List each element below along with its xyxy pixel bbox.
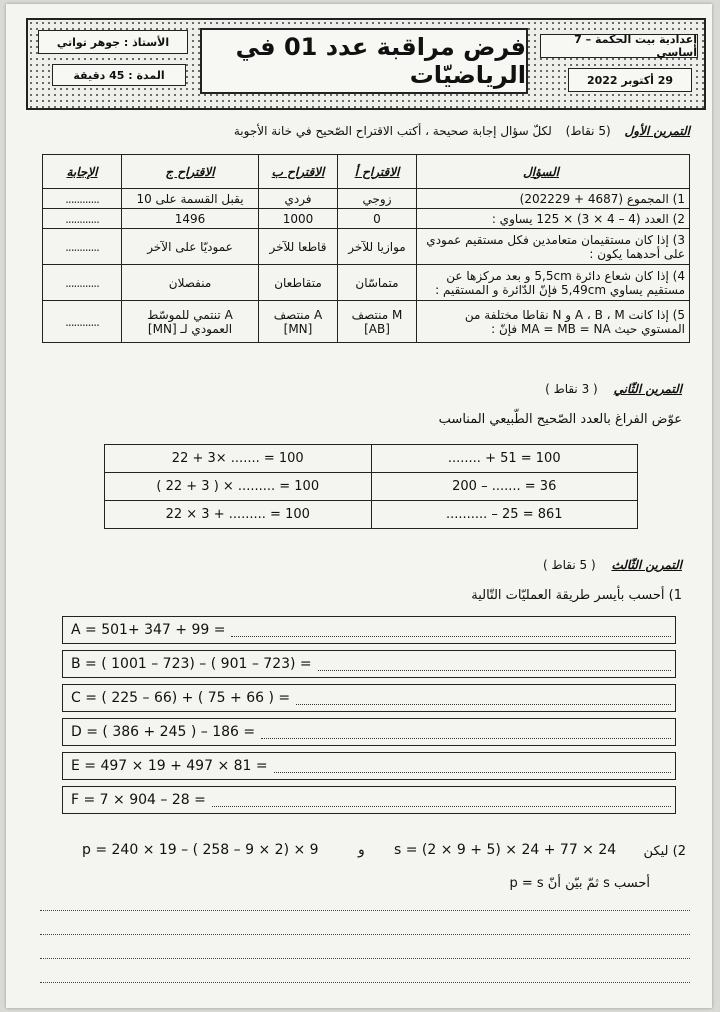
ex2-points: ( 3 نقاط ) <box>545 382 598 396</box>
question-body: إذا كان مستقيمان متعامدين فكل مستقيم عمودي على أحدهما يكون : <box>426 232 685 261</box>
exam-title: فرض مراقبة عدد 01 في الرياضيّات <box>200 28 528 94</box>
expression-row-c[interactable] <box>62 684 676 712</box>
ex3-part1-instruction: 1) أحسب بأيسر طريقة العمليّات التّالية <box>471 588 682 603</box>
part2-task: أحسب s ثمّ بيّن أنّ p = s <box>509 876 650 891</box>
choice-a: 0 <box>338 209 417 229</box>
answer-line[interactable] <box>40 982 690 983</box>
expression-row-a[interactable] <box>62 616 676 644</box>
answer-line[interactable] <box>40 910 690 911</box>
expression-a: A = 501+ 347 + 99 = <box>71 622 226 638</box>
answer-line[interactable] <box>261 726 671 739</box>
expression-f: F = 7 × 904 – 28 = <box>71 792 206 808</box>
answer-cell[interactable]: ............ <box>43 301 122 343</box>
answer-cell[interactable]: ............ <box>43 209 122 229</box>
expression-row-e[interactable] <box>62 752 676 780</box>
ex1-instruction: لكلّ سؤال إجابة صحيحة ، أكتب الاقتراح الصّحيح في خانة الأجوبة <box>233 124 552 138</box>
table-row <box>105 501 638 529</box>
table-row <box>105 445 638 473</box>
ex1-table <box>42 154 690 343</box>
answer-line[interactable] <box>274 760 671 773</box>
p-expression: p = 240 × 19 – ( 258 – 9 × 2) × 9 <box>82 842 319 858</box>
ex3-heading <box>382 558 682 572</box>
question-body: العدد (4 – 4 × 3) × 125 يساوي : <box>491 211 669 226</box>
choice-c: يقبل القسمة على 10 <box>122 189 259 209</box>
table-row <box>105 473 638 501</box>
ex2-table <box>104 444 638 529</box>
fill-blank-left[interactable]: 22 + 3× ....... = 100 <box>105 445 372 473</box>
question-number: 3) <box>672 232 685 247</box>
part2-label: 2) ليكن <box>643 844 686 859</box>
table-row <box>43 189 690 209</box>
question-number: 5) <box>672 307 685 322</box>
expression-c: C = ( 225 – 66) + ( 75 + 66 ) = <box>71 690 291 706</box>
ex2-title: التمرين الثّاني <box>613 382 682 396</box>
ex3-title: التمرين الثّالث <box>611 558 682 572</box>
ex1-title: التمرين الأول <box>624 124 690 138</box>
answer-cell[interactable]: ............ <box>43 189 122 209</box>
question-text <box>417 301 690 343</box>
expression-d: D = ( 386 + 245 ) – 186 = <box>71 724 256 740</box>
school-name: إعدادية بيت الحكمة – 7 أساسي <box>540 34 698 58</box>
choice-c: 1496 <box>122 209 259 229</box>
exam-sheet <box>6 4 712 1008</box>
choice-c: A تنتمي للموسّط العمودي لـ [MN] <box>122 301 259 343</box>
s-expression: s = (2 × 9 + 5) × 24 + 77 × 24 <box>394 842 617 858</box>
fill-blank-right[interactable]: .......... – 25 = 861 <box>371 501 638 529</box>
question-body: المجموع (4687 + 202229) <box>519 191 669 206</box>
ex2-heading <box>382 382 682 396</box>
ex1-points: (5 نقاط) <box>565 124 611 138</box>
choice-a: زوجي <box>338 189 417 209</box>
expression-row-f[interactable] <box>62 786 676 814</box>
expression-e: E = 497 × 19 + 497 × 81 = <box>71 758 268 774</box>
fill-blank-right[interactable]: 200 – ....... = 36 <box>371 473 638 501</box>
table-row <box>43 265 690 301</box>
table-row <box>43 209 690 229</box>
header-a: الاقتراح أ <box>338 155 417 189</box>
fill-blank-left[interactable]: 22 × 3 + ......... = 100 <box>105 501 372 529</box>
question-body: إذا كان شعاع دائرة 5,5cm و بعد مركزها عن مستقيم يساوي 5,49cm فإنّ الدّائرة و المستقيم : <box>435 268 685 297</box>
question-number: 2) <box>672 211 685 226</box>
choice-a: موازيا للآخر <box>338 229 417 265</box>
and-word: و <box>358 842 365 858</box>
answer-line[interactable] <box>296 692 671 705</box>
choice-b: متقاطعان <box>259 265 338 301</box>
table-row <box>43 229 690 265</box>
ex1-heading <box>170 124 690 138</box>
choice-a: متماسّان <box>338 265 417 301</box>
choice-b: فردي <box>259 189 338 209</box>
answer-line[interactable] <box>318 658 671 671</box>
ex3-points: ( 5 نقاط ) <box>543 558 596 572</box>
header-c: الاقتراح ج <box>122 155 259 189</box>
answer-cell[interactable]: ............ <box>43 265 122 301</box>
question-number: 4) <box>672 268 685 283</box>
choice-b: 1000 <box>259 209 338 229</box>
answer-line[interactable] <box>40 958 690 959</box>
answer-line[interactable] <box>231 624 671 637</box>
question-text <box>417 229 690 265</box>
fill-blank-right[interactable]: ........ + 51 = 100 <box>371 445 638 473</box>
answer-line[interactable] <box>40 934 690 935</box>
choice-b: قاطعا للآخر <box>259 229 338 265</box>
answer-line[interactable] <box>212 794 671 807</box>
choice-c: منفصلان <box>122 265 259 301</box>
question-number: 1) <box>672 191 685 206</box>
answer-cell[interactable]: ............ <box>43 229 122 265</box>
fill-blank-left[interactable]: ( 22 + 3 ) × ......... = 100 <box>105 473 372 501</box>
choice-c: عموديّا على الآخر <box>122 229 259 265</box>
question-text <box>417 209 690 229</box>
header-answer: الإجابة <box>43 155 122 189</box>
table-row <box>43 301 690 343</box>
ex2-instruction: عوّض الفراغ بالعدد الصّحيح الطّبيعي المناسب <box>438 412 682 427</box>
choice-b: A منتصف [MN] <box>259 301 338 343</box>
question-text <box>417 189 690 209</box>
choice-a: M منتصف [AB] <box>338 301 417 343</box>
header-question: السؤال <box>417 155 690 189</box>
header-b: الاقتراح ب <box>259 155 338 189</box>
header-banner <box>26 18 706 110</box>
expression-row-d[interactable] <box>62 718 676 746</box>
question-body: إذا كانت A ، B ، M و N نقاطا مختلفة من المستوي حيث MA = MB = NA فإنّ : <box>464 307 685 336</box>
duration: المدة : 45 دقيقة <box>52 64 186 86</box>
expression-b: B = ( 1001 – 723) – ( 901 – 723) = <box>71 656 312 672</box>
expression-row-b[interactable] <box>62 650 676 678</box>
teacher-name: الأستاذ : جوهر تواتي <box>38 30 188 54</box>
exam-date: 29 أكتوبر 2022 <box>568 68 692 92</box>
question-text <box>417 265 690 301</box>
